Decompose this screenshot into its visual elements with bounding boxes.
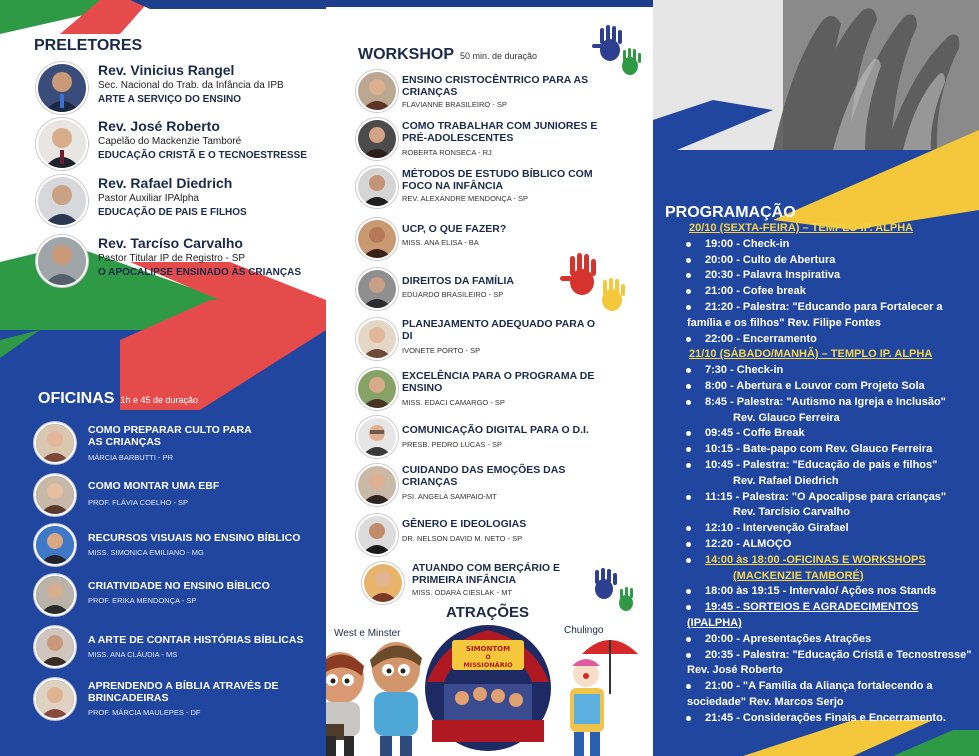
schedule-line: família e os filhos" Rev. Filipe Fontes (687, 316, 881, 329)
stage-sign-text: MISSIONÁRIO (463, 661, 513, 669)
mid-top-decor (326, 0, 653, 10)
atracoes-title: ATRAÇÕES (446, 604, 530, 621)
speaker-name: Rev. Rafael Diedrich (98, 175, 233, 191)
workshop-name: FLAVIANNE BRASILEIRO - SP (402, 100, 507, 109)
speaker-photo (36, 175, 88, 227)
oficina-photo (34, 422, 76, 464)
programacao-list (665, 222, 979, 732)
oficina-photo (34, 626, 76, 668)
speaker-topic: EDUCAÇÃO DE PAIS E FILHOS (98, 207, 247, 218)
schedule-line: Rev. Glauco Ferreira (733, 411, 840, 424)
workshop-photo (356, 514, 398, 556)
workshop-title-item: EXCELÊNCIA PARA O PROGRAMA DE ENSINO (402, 370, 595, 394)
schedule-line: 20:00 - Culto de Abertura (665, 254, 835, 267)
puppets-illustration (326, 636, 434, 756)
workshop-item (356, 216, 651, 260)
schedule-line: 8:45 - Palestra: "Autismo na Igreja e Inclusão" (665, 396, 946, 409)
workshop-photo (356, 268, 398, 310)
oficina-title: COMO PREPARAR CULTO PARA AS CRIANÇAS (88, 424, 252, 448)
workshop-title-item: ENSINO CRISTOCÊNTRICO PARA AS CRIANÇAS (402, 74, 589, 98)
schedule-line: 12:20 - ALMOÇO (665, 538, 791, 551)
schedule-line: 14:00 às 18:00 -OFICINAS E WORKSHOPS (665, 554, 926, 567)
workshop-title-item: GÊNERO E IDEOLOGIAS (402, 518, 527, 530)
oficina-title: APRENDENDO A BÍBLIA ATRAVÉS DE BRINCADEIRAS (88, 680, 279, 704)
schedule-line: Rev. Tarcísio Carvalho (733, 506, 850, 519)
oficinas-duration: 1h e 45 de duração (120, 395, 199, 405)
workshop-item (356, 512, 651, 556)
schedule-line: 21:20 - Palestra: "Educando para Fortalecer a (665, 301, 943, 314)
oficina-item (34, 676, 324, 722)
missionary-stage-illustration (422, 622, 554, 756)
workshop-title-item: COMO TRABALHAR COM JUNIORES E PRÉ-ADOLESCENTES (402, 120, 598, 144)
workshop-name: EDUARDO BRASILEIRO - SP (402, 290, 504, 299)
oficina-item (34, 472, 324, 518)
workshop-photo (356, 464, 398, 506)
schedule-line: 21:45 - Considerações Finais e Encerramento. (665, 712, 946, 725)
workshop-name: MISS. EDACI CAMARGO - SP (402, 398, 505, 407)
speaker-role: Pastor Titular IP de Registro - SP (98, 253, 246, 264)
workshop-title-item: DIREITOS DA FAMÍLIA (402, 275, 515, 287)
speaker-photo (36, 235, 88, 287)
preletores-title: PRELETORES (34, 37, 143, 54)
stage-sign-text: O (485, 654, 491, 661)
oficina-name: PROF. MÁRCIA MAULEPES - DF (88, 708, 201, 717)
oficina-photo (34, 524, 76, 566)
schedule-line: (MACKENZIE TAMBORÉ) (733, 569, 864, 582)
schedule-line: 19:00 - Check-in (665, 238, 789, 251)
workshop-name: PSI. ANGELA SAMPAIO-MT (402, 492, 497, 501)
schedule-line: sociedade" Rev. Marcos Serjo (687, 696, 844, 708)
workshop-name: MISS. ODARA CIESLAK - MT (412, 588, 513, 597)
workshop-name: REV. ALEXANDRE MENDONÇA - SP (402, 194, 529, 203)
oficina-title: CRIATIVIDADE NO ENSINO BÍBLICO (88, 580, 270, 592)
speaker-photo (36, 62, 88, 114)
atracao-label: West e Minster (334, 628, 401, 639)
oficina-photo (34, 574, 76, 616)
workshop-duration: 50 min. de duração (460, 51, 538, 61)
oficina-name: MISS. SIMONICA EMILIANO - MG (88, 548, 204, 557)
workshop-item (356, 116, 651, 160)
oficina-name: PROF. ERIKA MENDONÇA - SP (88, 596, 197, 605)
workshop-photo (356, 368, 398, 410)
speaker-topic: EDUCAÇÃO CRISTÃ E O TECNOESTRESSE (98, 150, 307, 161)
workshop-photo (356, 416, 398, 458)
workshop-item (356, 366, 651, 410)
oficina-item (34, 420, 324, 466)
workshop-item (356, 68, 651, 112)
schedule-line: 20:00 - Apresentações Atrações (665, 633, 871, 646)
workshop-item (356, 560, 651, 604)
oficina-title: A ARTE DE CONTAR HISTÓRIAS BÍBLICAS (88, 634, 304, 646)
workshop-name: PRESB. PEDRO LUCAS - SP (402, 440, 503, 449)
workshop-name: ROBERTA RONSECA - RJ (402, 148, 492, 157)
speaker-photo (36, 118, 88, 170)
workshop-title (358, 46, 537, 64)
stage-sign-text: SIMONTOM (465, 645, 511, 653)
workshop-title-item: CUIDANDO DAS EMOÇÕES DAS CRIANÇAS (402, 464, 566, 488)
workshop-title-item: ATUANDO COM BERÇÁRIO E PRIMEIRA INFÂNCIA (412, 562, 560, 586)
schedule-line: 19:45 - SORTEIOS E AGRADECIMENTOS (665, 601, 918, 614)
oficina-photo (34, 678, 76, 720)
oficina-item (34, 624, 324, 670)
workshop-title-item: UCP, O QUE FAZER? (402, 223, 507, 235)
oficina-name: MÁRCIA BARBUTTI - PR (88, 453, 174, 462)
oficina-title: COMO MONTAR UMA EBF (88, 480, 220, 492)
schedule-line: 09:45 - Coffe Break (665, 427, 805, 440)
atracao-label: Chulingo (564, 625, 604, 636)
speaker-item (36, 175, 326, 227)
speaker-role: Pastor Auxiliar IPAlpha (98, 193, 199, 204)
right-panel (653, 0, 979, 756)
workshop-name: DR. NELSON DAVID M. NETO - SP (402, 534, 523, 543)
oficinas-title (38, 390, 198, 408)
workshop-name: IVONETE PORTO - SP (402, 346, 481, 355)
schedule-line: Rev. José Roberto (687, 664, 783, 677)
workshop-item (356, 462, 651, 506)
schedule-line: 11:15 - Palestra: "O Apocalipse para crianças" (665, 491, 946, 504)
workshop-title-item: MÉTODOS DE ESTUDO BÍBLICO COM FOCO NA INFÂNCIA (402, 168, 593, 192)
schedule-line: 20:35 - Palestra: "Educação Cristã e Tecnostresse" (665, 649, 971, 662)
workshop-title-item: COMUNICAÇÃO DIGITAL PARA O D.I. (402, 424, 589, 436)
oficina-photo (34, 474, 76, 516)
schedule-line: (IPALPHA) (687, 617, 742, 629)
oficinas-title-text: OFICINAS (38, 390, 115, 407)
workshop-photo (356, 118, 398, 160)
oficina-name: PROF. FLÁVIA COELHO - SP (88, 498, 189, 507)
schedule-line: 10:15 - Bate-papo com Rev. Glauco Ferreira (665, 443, 932, 456)
speaker-topic: ARTE A SERVIÇO DO ENSINO (98, 94, 241, 105)
oficina-item (34, 522, 324, 568)
oficina-item (34, 572, 324, 618)
workshop-item (356, 414, 651, 458)
workshop-title-item: PLANEJAMENTO ADEQUADO PARA O DI (402, 318, 596, 342)
speaker-item (36, 235, 326, 287)
schedule-line: 18:00 às 19:15 - Intervalo/ Ações nos Stands (665, 585, 936, 598)
workshop-photo (356, 218, 398, 260)
speaker-role: Sec. Nacional do Trab. da Infância da IPB (98, 80, 284, 91)
schedule-line: 12:10 - Intervenção Girafael (665, 522, 849, 535)
workshop-item (356, 164, 651, 208)
speaker-name: Rev. Vinicius Rangel (98, 62, 235, 78)
workshop-photo (362, 562, 404, 604)
workshop-photo (356, 70, 398, 112)
speaker-topic: O APOCALIPSE ENSINADO ÀS CRIANÇAS (98, 267, 301, 278)
schedule-line: Rev. Rafael Diedrich (733, 474, 839, 487)
workshop-name: MISS. ANA ELISA - BA (402, 238, 479, 247)
schedule-line: 20:30 - Palavra Inspirativa (665, 269, 840, 282)
schedule-day-heading: 20/10 (SEXTA-FEIRA) – TEMPLO IP. ALPHA (689, 222, 914, 234)
speaker-name: Rev. Tarcíso Carvalho (98, 235, 243, 251)
schedule-line: 21:00 - Cofee break (665, 285, 806, 298)
schedule-line: 8:00 - Abertura e Louvor com Projeto Sola (665, 380, 925, 393)
left-panel (0, 0, 326, 756)
schedule-line: 21:00 - "A Família da Aliança fortalecendo a (665, 680, 933, 693)
middle-panel (326, 0, 653, 756)
speaker-item (36, 118, 326, 170)
schedule-line: 7:30 - Check-in (665, 364, 783, 377)
speaker-item (36, 62, 326, 114)
oficina-name: MISS. ANA CLÁUDIA - MS (88, 650, 178, 659)
oficina-title: RECURSOS VISUAIS NO ENSINO BÍBLICO (88, 532, 301, 544)
workshop-item (356, 266, 651, 310)
speaker-name: Rev. José Roberto (98, 118, 220, 134)
clown-illustration (552, 634, 652, 756)
workshop-title-text: WORKSHOP (358, 46, 454, 63)
schedule-day-heading: 21/10 (SÁBADO/MANHÃ) – TEMPLO IP. ALPHA (689, 348, 933, 361)
workshop-photo (356, 166, 398, 208)
workshop-item (356, 316, 651, 360)
schedule-line: 22:00 - Encerramento (665, 333, 817, 346)
speaker-role: Capelão do Mackenzie Tamboré (98, 136, 242, 147)
schedule-line: 10:45 - Palestra: "Educação de pais e filhos" (665, 459, 937, 472)
programacao-title: PROGRAMAÇÃO (665, 204, 796, 221)
workshop-photo (356, 318, 398, 360)
